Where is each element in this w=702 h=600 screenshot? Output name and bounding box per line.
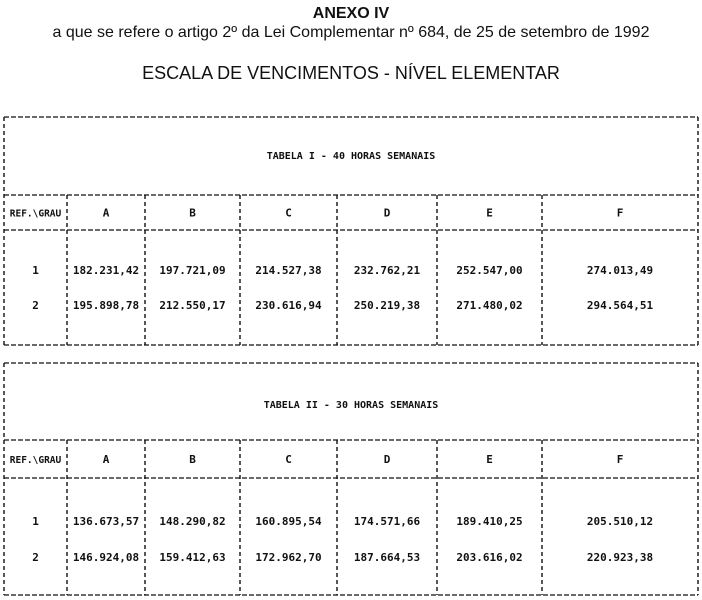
table-cell: 174.571,66 [353, 515, 421, 528]
table-cell: 148.290,82 [159, 515, 226, 528]
table-cell: 159.412,63 [159, 551, 226, 564]
table-cell: 271.480,02 [456, 299, 523, 312]
annex-title: ANEXO IV [312, 5, 390, 22]
column-header: D [383, 453, 391, 466]
column-header: A [102, 206, 110, 220]
column-header: B [189, 206, 196, 220]
column-header: B [189, 453, 196, 466]
row-ref: 2 [32, 551, 39, 564]
table-cell: 212.550,17 [159, 299, 226, 312]
table-cell: 250.219,38 [353, 299, 421, 312]
column-header: D [383, 206, 391, 220]
column-header: A [102, 453, 110, 466]
table-tabela-ii [4, 363, 698, 595]
column-header: C [285, 453, 292, 466]
column-header: REF.\GRAU [9, 455, 62, 466]
table-title: TABELA II - 30 HORAS SEMANAIS [263, 400, 439, 411]
column-header: REF.\GRAU [9, 208, 62, 220]
table-cell: 172.962,70 [255, 551, 322, 564]
table-tabela-i [4, 117, 698, 345]
table-cell: 189.410,25 [456, 515, 523, 528]
annex-subtitle: a que se refere o artigo 2º da Lei Complementar nº 684, de 25 de setembro de 1992 [52, 24, 650, 41]
column-header: E [486, 206, 493, 220]
table-cell: 187.664,53 [353, 551, 421, 564]
column-header: E [486, 453, 493, 466]
table-cell: 274.013,49 [586, 264, 654, 277]
table-cell: 232.762,21 [353, 264, 421, 277]
column-header: F [616, 453, 624, 466]
table-title: TABELA I - 40 HORAS SEMANAIS [266, 151, 436, 162]
table-cell: 252.547,00 [456, 264, 523, 277]
table-cell: 230.616,94 [255, 299, 322, 312]
table-cell: 294.564,51 [586, 299, 654, 312]
row-ref: 1 [32, 515, 39, 528]
table-cell: 197.721,09 [159, 264, 226, 277]
table-cell: 220.923,38 [586, 551, 654, 564]
table-cell: 205.510,12 [586, 515, 654, 528]
column-header: C [285, 206, 292, 220]
table-cell: 136.673,57 [72, 515, 140, 528]
column-header: F [616, 206, 624, 220]
table-cell: 214.527,38 [255, 264, 322, 277]
row-ref: 1 [32, 264, 39, 277]
table-cell: 195.898,78 [72, 299, 140, 312]
table-cell: 182.231,42 [72, 264, 140, 277]
table-cell: 146.924,08 [72, 551, 140, 564]
table-cell: 203.616,02 [456, 551, 523, 564]
table-cell: 160.895,54 [255, 515, 322, 528]
scale-title: ESCALA DE VENCIMENTOS - NÍVEL ELEMENTAR [142, 63, 560, 83]
row-ref: 2 [32, 299, 39, 312]
